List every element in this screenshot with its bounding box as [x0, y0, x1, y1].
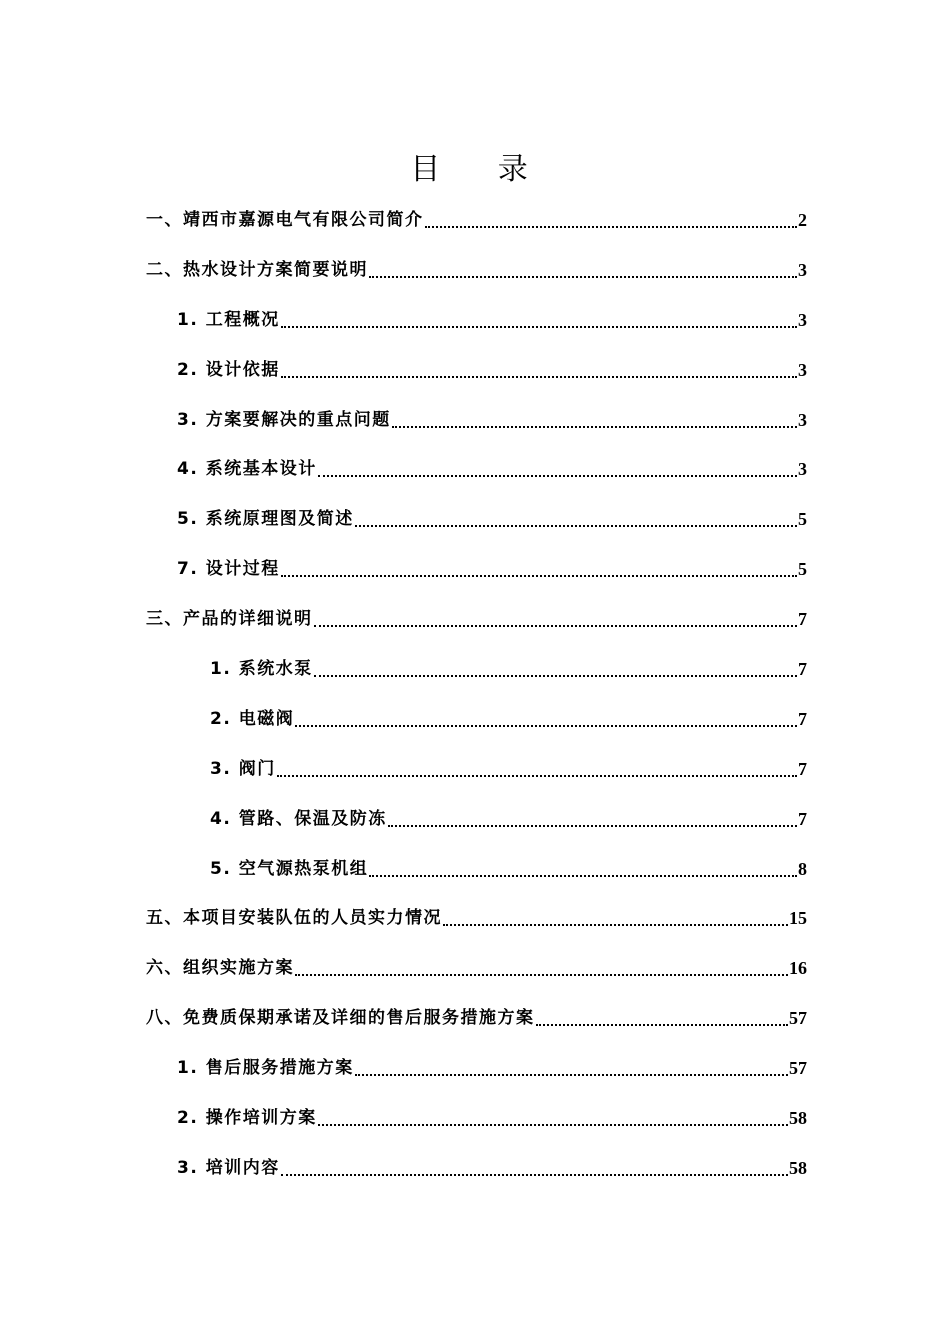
- toc-entry-page-number: 3: [798, 259, 807, 280]
- dot-leader: [318, 1094, 788, 1126]
- toc-entry[interactable]: [0, 196, 950, 246]
- toc-entry-title: 2. 设计依据: [177, 359, 280, 380]
- toc-entry-page-number: 3: [798, 309, 807, 330]
- page-title: 目 录: [410, 152, 552, 188]
- toc-entry-title: 2. 操作培训方案: [177, 1108, 317, 1129]
- toc-entry-title: 7. 设计过程: [177, 559, 280, 580]
- toc-entry-title: 3. 阀门: [210, 758, 276, 779]
- toc-entry-page-number: 58: [789, 1157, 807, 1178]
- toc-entry[interactable]: [0, 595, 950, 645]
- dot-leader: [355, 1044, 788, 1076]
- dot-leader: [392, 396, 797, 428]
- toc-entry[interactable]: [0, 894, 950, 944]
- toc-entry-title: 4. 系统基本设计: [177, 459, 317, 480]
- toc-entry-page-number: 7: [798, 609, 807, 630]
- toc-entry[interactable]: [0, 845, 950, 895]
- toc-entry-page-number: 8: [798, 858, 807, 879]
- dot-leader: [536, 994, 789, 1026]
- toc-entry-title: 3. 培训内容: [177, 1157, 280, 1178]
- toc-entry[interactable]: [0, 296, 950, 346]
- toc-entry[interactable]: [0, 1144, 950, 1194]
- toc-entry-page-number: 5: [798, 559, 807, 580]
- toc-entry-title: 1. 工程概况: [177, 309, 280, 330]
- dot-leader: [281, 545, 797, 577]
- dot-leader: [388, 795, 797, 827]
- toc-entry[interactable]: [0, 1094, 950, 1144]
- toc-entry[interactable]: [0, 396, 950, 446]
- toc-entry-page-number: 58: [789, 1108, 807, 1129]
- toc-entry-title: 3. 方案要解决的重点问题: [177, 409, 391, 430]
- toc-entry-title: 八、免费质保期承诺及详细的售后服务措施方案: [146, 1008, 535, 1029]
- toc-entry-title: 五、本项目安装队伍的人员实力情况: [146, 908, 442, 929]
- table-of-contents: [0, 196, 950, 1194]
- toc-entry[interactable]: [0, 795, 950, 845]
- dot-leader: [295, 695, 797, 727]
- toc-entry-page-number: 3: [798, 359, 807, 380]
- toc-entry[interactable]: [0, 445, 950, 495]
- toc-entry[interactable]: [0, 944, 950, 994]
- dot-leader: [425, 196, 798, 228]
- toc-entry-title: 4. 管路、保温及防冻: [210, 808, 387, 829]
- toc-entry-page-number: 7: [798, 659, 807, 680]
- toc-entry-title: 三、产品的详细说明: [146, 609, 313, 630]
- toc-entry[interactable]: [0, 645, 950, 695]
- dot-leader: [295, 944, 788, 976]
- toc-entry-page-number: 16: [789, 958, 807, 979]
- toc-entry[interactable]: [0, 1044, 950, 1094]
- toc-entry[interactable]: [0, 495, 950, 545]
- dot-leader: [314, 645, 797, 677]
- dot-leader: [369, 246, 797, 278]
- toc-entry-page-number: 3: [798, 409, 807, 430]
- dot-leader: [443, 894, 788, 926]
- toc-entry-title: 六、组织实施方案: [146, 958, 294, 979]
- toc-entry-page-number: 7: [798, 808, 807, 829]
- toc-entry-title: 1. 售后服务措施方案: [177, 1058, 354, 1079]
- dot-leader: [369, 845, 797, 877]
- toc-entry-title: 二、热水设计方案简要说明: [146, 259, 368, 280]
- toc-entry-page-number: 7: [798, 708, 807, 729]
- toc-entry-page-number: 57: [789, 1058, 807, 1079]
- toc-entry-page-number: 57: [789, 1008, 807, 1029]
- toc-entry-page-number: 7: [798, 758, 807, 779]
- toc-entry-page-number: 3: [798, 459, 807, 480]
- dot-leader: [355, 495, 797, 527]
- toc-entry[interactable]: [0, 545, 950, 595]
- dot-leader: [318, 445, 797, 477]
- dot-leader: [281, 1144, 788, 1176]
- toc-entry-page-number: 15: [789, 908, 807, 929]
- toc-entry[interactable]: [0, 346, 950, 396]
- toc-entry-title: 5. 系统原理图及简述: [177, 509, 354, 530]
- toc-entry-page-number: 5: [798, 509, 807, 530]
- dot-leader: [281, 296, 797, 328]
- dot-leader: [314, 595, 798, 627]
- toc-entry-title: 5. 空气源热泵机组: [210, 858, 369, 879]
- toc-entry-title: 一、靖西市嘉源电气有限公司简介: [146, 210, 424, 230]
- toc-entry[interactable]: [0, 246, 950, 296]
- dot-leader: [277, 745, 797, 777]
- toc-entry[interactable]: [0, 695, 950, 745]
- toc-entry[interactable]: [0, 994, 950, 1044]
- toc-entry[interactable]: [0, 745, 950, 795]
- toc-entry-title: 2. 电磁阀: [210, 708, 295, 729]
- toc-entry-title: 1. 系统水泵: [210, 659, 313, 680]
- toc-entry-page-number: 2: [798, 210, 807, 230]
- dot-leader: [281, 346, 797, 378]
